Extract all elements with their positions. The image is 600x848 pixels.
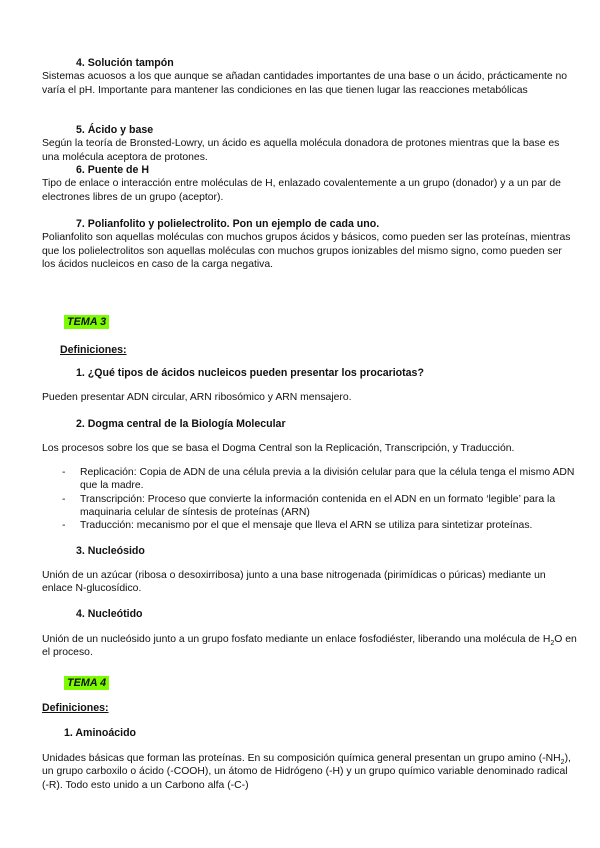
section-puente-h (42, 164, 577, 204)
answer-dogma-central (42, 442, 577, 455)
section-solucion-tampon (42, 57, 577, 97)
section-body: Según la teoría de Bronsted-Lowry, un ácido es aquella molécula donadora de protones mientras que la base es una molécula aceptora de protones. (42, 138, 560, 163)
dash-marker: - (62, 520, 66, 532)
tema-3-label: TEMA 3 (64, 315, 109, 329)
section-body: Tipo de enlace o interacción entre moléculas de H, enlazado covalentemente a un grupo (donador) y a un par de electrones libres de un grupo (aceptor). (42, 178, 561, 203)
section-acido-base (42, 124, 577, 164)
list-item: - Replicación: Copia de ADN de una célula previa a la división celular para que la célula tenga el mismo ADN que la madre. (62, 467, 575, 492)
tema-4-label: TEMA 4 (64, 676, 109, 690)
section-title: 6. Puente de H (76, 164, 149, 176)
answer-nucleosido (42, 569, 577, 596)
question-title: 1. ¿Qué tipos de ácidos nucleicos pueden presentar los procariotas? (76, 367, 424, 379)
answer-body: Unidades básicas que forman las proteínas. En su composición química general presentan un grupo amino $(-NH_2)$, un grupo carboxilo o ácido (-COOH), un átomo de Hidrógeno (-H) y un grupo químico variable denominado radical (-R). Todo esto unido a un Carbono alfa (-C-) (42, 753, 571, 791)
answer-body: Unión de un azúcar (ribosa o desoxirribosa) junto a una base nitrogenada (pirimídicas o púricas) mediante un enlace N-glucosídico. (42, 570, 546, 595)
section-body: Sistemas acuosos a los que aunque se añadan cantidades importantes de una base o un ácido, prácticamente no varía el pH. Importante para mantener las condiciones en las que tienen lugar las reacciones metabólicas (42, 71, 568, 96)
answer-body: Pueden presentar ADN circular, ARN ribosómico y ARN mensajero. (42, 392, 352, 403)
answer-nucleotido (42, 633, 577, 660)
section-body: Polianfolito son aquellas moléculas con muchos grupos ácidos y básicos, como pueden ser las proteínas, mientras que los polielectrolitos son aquellas moléculas con muchos grupos ionizables del mismo signo, como pueden ser los ácidos nucleicos en caso de la carga negativa. (42, 232, 571, 270)
question-nucleotido (42, 608, 577, 621)
dash-marker: - (62, 467, 66, 478)
definiciones-heading: Definiciones: (60, 344, 127, 356)
answer-body: Unión de un nucleósido junto a un grupo fosfato mediante un enlace fosfodiéster, liberando una molécula de $H_2O$ en el proceso. (42, 634, 577, 659)
dogma-bullet-list (42, 466, 577, 532)
section-title: 7. Polianfolito y polielectrolito. Pon un ejemplo de cada uno. (76, 218, 380, 230)
question-title: 4. Nucleótido (76, 608, 143, 620)
section-title: 5. Ácido y base (76, 124, 154, 136)
question-procariotas (42, 367, 577, 380)
question-title: 3. Nucleósido (76, 545, 145, 557)
answer-body: Los procesos sobre los que se basa el Dogma Central son la Replicación, Transcripción, y Traducción. (42, 443, 515, 454)
question-aminoacido (42, 727, 577, 740)
section-title: 4. Solución tampón (76, 57, 174, 69)
definiciones-heading: Definiciones: (42, 702, 109, 714)
section-polianfolito (42, 218, 577, 271)
answer-aminoacido (42, 752, 577, 792)
answer-procariotas (42, 391, 577, 404)
question-dogma-central (42, 418, 577, 431)
question-nucleosido (42, 545, 577, 558)
question-title: 2. Dogma central de la Biología Molecular (76, 418, 286, 430)
list-item: - Transcripción: Proceso que convierte la información contenida en el ADN en un formato ‘legible’ para la maquinaria celular de síntesis de proteínas (ARN) (62, 493, 556, 518)
dash-marker: - (62, 493, 66, 505)
question-title: 1. Aminoácido (64, 727, 137, 739)
list-item: - Traducción: mecanismo por el que el mensaje que lleva el ARN se utiliza para sintetizar proteínas. (62, 520, 533, 532)
